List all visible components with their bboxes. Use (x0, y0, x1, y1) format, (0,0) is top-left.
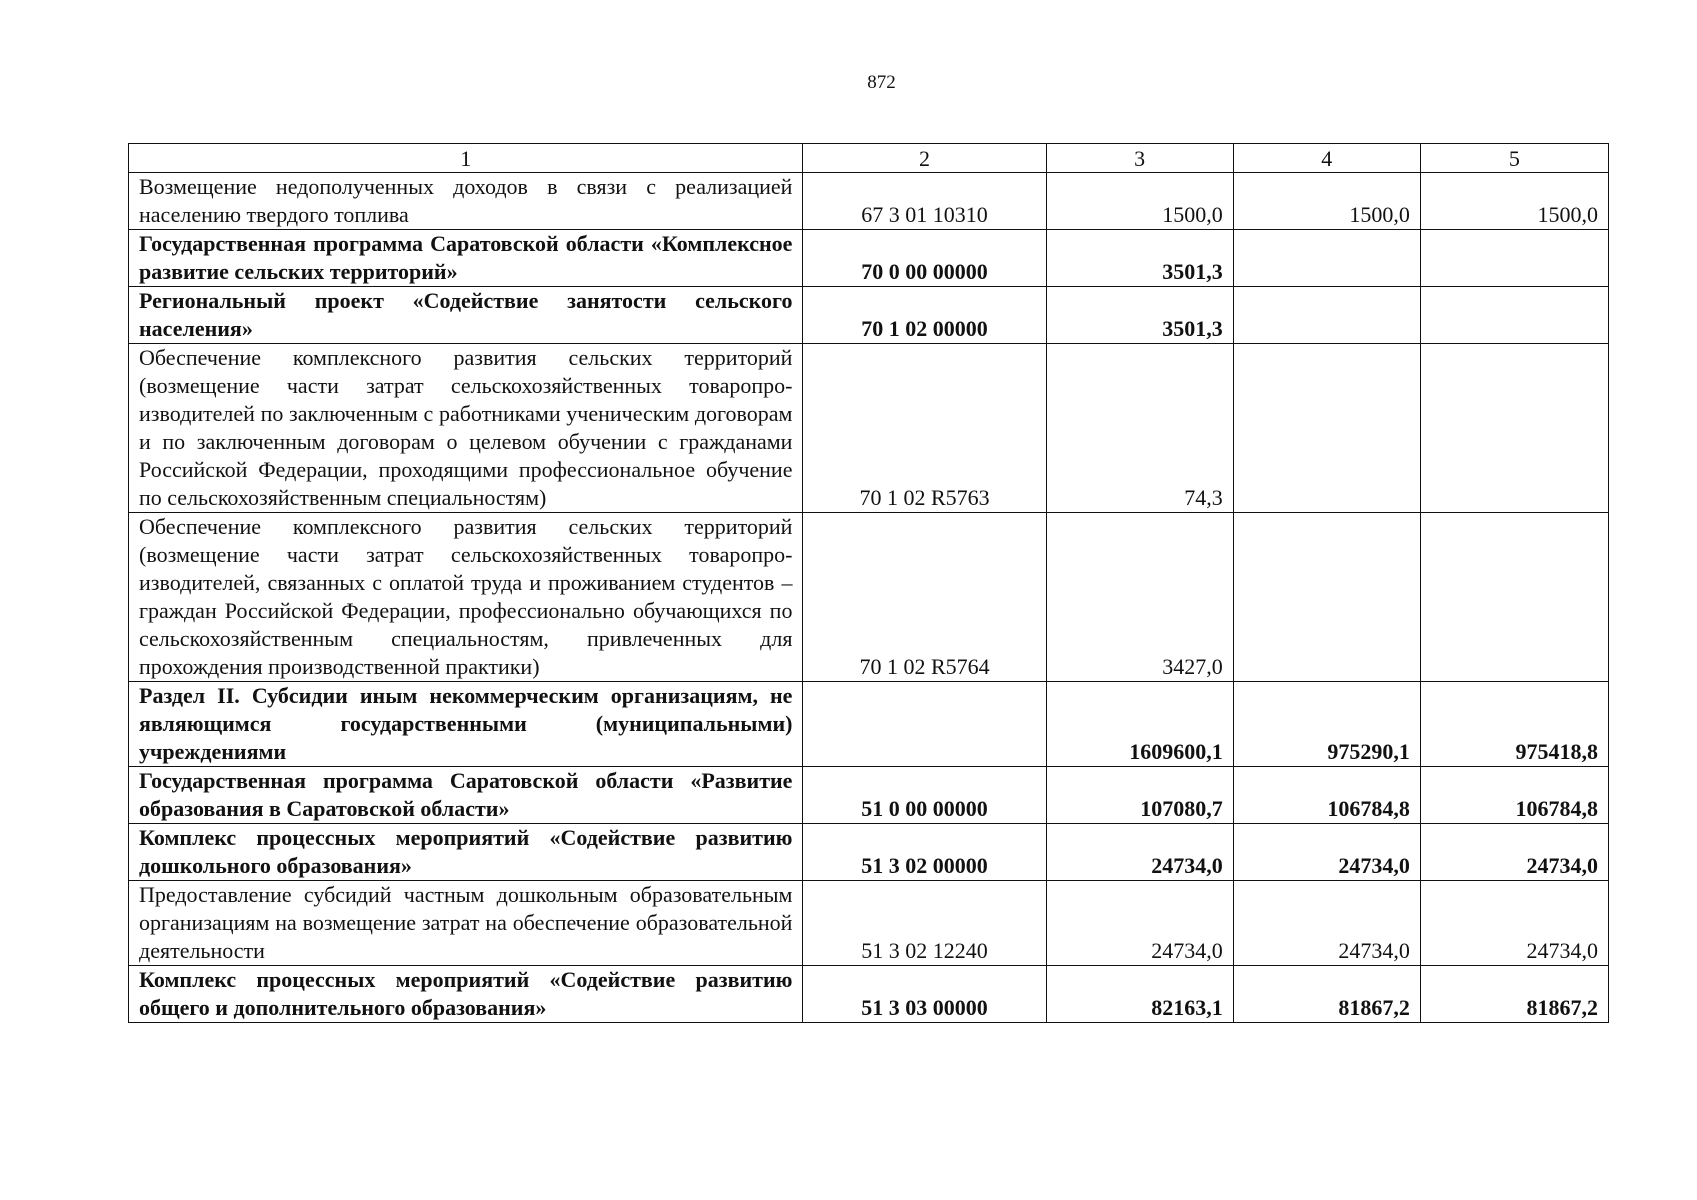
row-name-cell (129, 230, 803, 287)
row-name-cell (129, 513, 803, 682)
budget-table (128, 143, 1609, 1023)
row-name-cell (129, 881, 803, 966)
row-value-4 (1233, 344, 1420, 513)
table-row (129, 824, 1609, 881)
row-code: 70 1 02 00000 (803, 287, 1046, 344)
row-code: 51 3 02 00000 (803, 824, 1046, 881)
row-name: Комплекс процессных мероприятий «Содействие развитию общего и дополнительного образования» (139, 967, 793, 1020)
row-name-cell (129, 767, 803, 824)
table-row (129, 881, 1609, 966)
row-name: Обеспечение комплексного развития сельских территорий (возмещение части затрат сельскохозяйственных товаропроизводителей, связанных с оплатой труда и проживанием студентов – граждан Российской Федерации, профессионально обучающихся по сельскохозяйственным специальностям, привлеченных для прохождения производственной практики) (139, 514, 793, 679)
row-value-5: 106784,8 (1420, 767, 1608, 824)
table-row (129, 767, 1609, 824)
header-cell-1: 1 (129, 144, 803, 173)
row-code: 70 1 02 R5763 (803, 344, 1046, 513)
row-value-5 (1420, 287, 1608, 344)
row-value-4 (1233, 513, 1420, 682)
row-name: Региональный проект «Содействие занятости сельского населения» (139, 288, 793, 341)
row-value-5 (1420, 230, 1608, 287)
row-value-5: 81867,2 (1420, 966, 1608, 1023)
row-name-cell (129, 966, 803, 1023)
row-code (803, 682, 1046, 767)
row-value-4 (1233, 287, 1420, 344)
row-value-5 (1420, 344, 1608, 513)
row-code: 67 3 01 10310 (803, 173, 1046, 230)
header-cell-5: 5 (1420, 144, 1608, 173)
row-name: Обеспечение комплексного развития сельских территорий (возмещение части затрат сельскохозяйственных товаропроизводителей по заключенным с работниками ученическим договорам и по заключенным договорам о целевом обучении с гражданами Российской Федерации, проходящими профессиональное обучение по сельскохозяйственным специальностям) (139, 345, 793, 510)
row-value-5: 975418,8 (1420, 682, 1608, 767)
row-value-3: 24734,0 (1046, 824, 1233, 881)
row-value-3: 3501,3 (1046, 287, 1233, 344)
row-value-3: 1500,0 (1046, 173, 1233, 230)
row-value-3: 82163,1 (1046, 966, 1233, 1023)
row-value-5: 1500,0 (1420, 173, 1608, 230)
row-name: Возмещение недополученных доходов в связи с реализацией населению твердого топлива (139, 174, 793, 227)
row-code: 70 0 00 00000 (803, 230, 1046, 287)
row-value-3: 3501,3 (1046, 230, 1233, 287)
row-code: 51 3 02 12240 (803, 881, 1046, 966)
row-value-5 (1420, 513, 1608, 682)
table-header-row (129, 144, 1609, 173)
header-cell-4: 4 (1233, 144, 1420, 173)
row-name: Государственная программа Саратовской области «Комплексное развитие сельских территорий» (139, 231, 793, 284)
row-name: Комплекс процессных мероприятий «Содействие развитию дошкольного образования» (139, 825, 793, 878)
row-code: 51 3 03 00000 (803, 966, 1046, 1023)
row-value-4: 975290,1 (1233, 682, 1420, 767)
row-name: Раздел II. Субсидии иным некоммерческим организациям, не являющимся государственными (муниципальными) учреждениями (139, 683, 793, 764)
row-code: 70 1 02 R5764 (803, 513, 1046, 682)
row-name-cell (129, 682, 803, 767)
table-row (129, 344, 1609, 513)
table-row (129, 513, 1609, 682)
row-name-cell (129, 344, 803, 513)
row-value-5: 24734,0 (1420, 824, 1608, 881)
row-name-cell (129, 824, 803, 881)
row-value-4: 24734,0 (1233, 881, 1420, 966)
row-value-3: 107080,7 (1046, 767, 1233, 824)
table-row (129, 287, 1609, 344)
row-name-cell (129, 173, 803, 230)
row-value-3: 74,3 (1046, 344, 1233, 513)
header-cell-2: 2 (803, 144, 1046, 173)
row-value-4 (1233, 230, 1420, 287)
row-value-3: 3427,0 (1046, 513, 1233, 682)
table-row (129, 682, 1609, 767)
row-value-4: 1500,0 (1233, 173, 1420, 230)
row-value-4: 106784,8 (1233, 767, 1420, 824)
row-name-cell (129, 287, 803, 344)
row-name: Государственная программа Саратовской области «Развитие образования в Саратовской области» (139, 768, 793, 821)
row-value-5: 24734,0 (1420, 881, 1608, 966)
table-row (129, 173, 1609, 230)
row-value-4: 24734,0 (1233, 824, 1420, 881)
table-row (129, 230, 1609, 287)
row-value-3: 1609600,1 (1046, 682, 1233, 767)
header-cell-3: 3 (1046, 144, 1233, 173)
row-name: Предоставление субсидий частным дошкольным образовательным организациям на возмещение затрат на обеспечение образовательной деятельности (139, 882, 793, 963)
table-row (129, 966, 1609, 1023)
row-code: 51 0 00 00000 (803, 767, 1046, 824)
row-value-4: 81867,2 (1233, 966, 1420, 1023)
row-value-3: 24734,0 (1046, 881, 1233, 966)
page-number: 872 (867, 72, 896, 93)
